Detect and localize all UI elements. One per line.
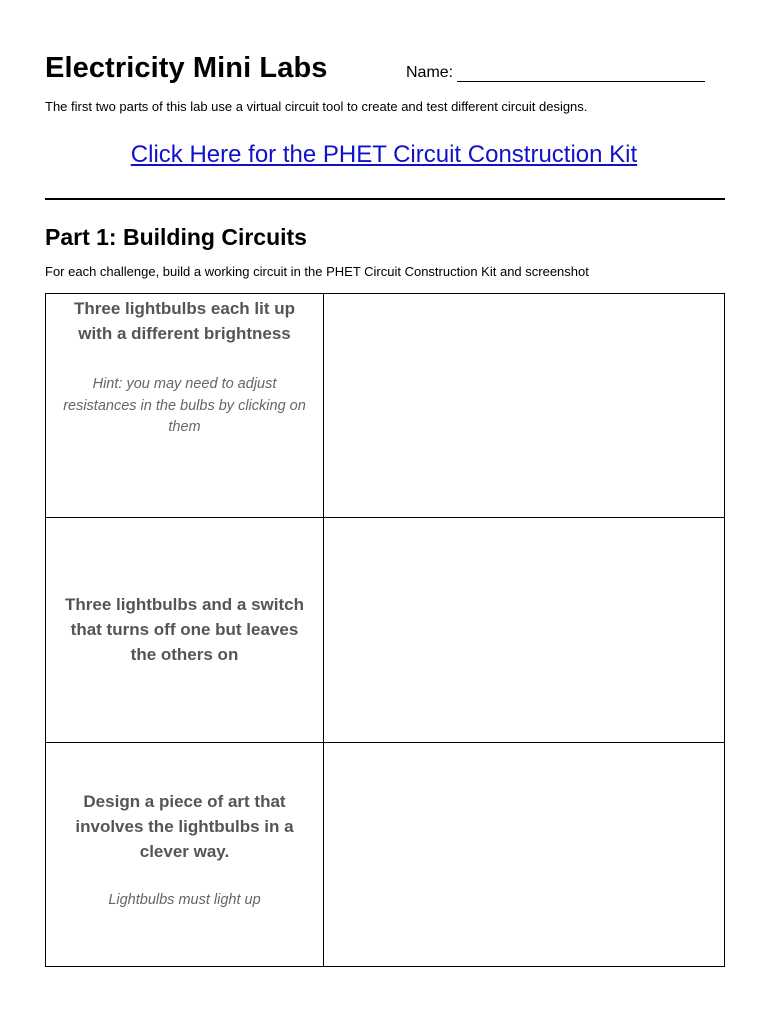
challenge-prompt: Design a piece of art that involves the lightbulbs in a clever way. [75, 792, 294, 862]
name-blank-line[interactable] [457, 67, 705, 82]
challenge-hint: Hint: you may need to adjust resistances in the bulbs by clicking on them [63, 376, 306, 436]
challenge-hint: Lightbulbs must light up [108, 892, 261, 909]
challenge-prompt-cell [46, 742, 324, 966]
page-title: Electricity Mini Labs [45, 52, 328, 84]
name-label: Name: [406, 64, 454, 81]
screenshot-area[interactable] [324, 294, 725, 518]
intro-text: The first two parts of this lab use a virtual circuit tool to create and test different circuit designs. [45, 99, 588, 114]
screenshot-area[interactable] [324, 518, 725, 742]
challenge-row [46, 294, 725, 518]
challenge-prompt-cell [46, 518, 324, 742]
section-instructions: For each challenge, build a working circuit in the PHET Circuit Construction Kit and screenshot [45, 264, 589, 279]
name-field[interactable] [406, 64, 705, 82]
challenge-row [46, 518, 725, 742]
challenge-prompt-cell [46, 294, 324, 518]
challenge-prompt: Three lightbulbs and a switch that turns off one but leaves the others on [65, 595, 304, 665]
challenge-row [46, 742, 725, 966]
challenge-table [45, 293, 725, 967]
screenshot-area[interactable] [324, 742, 725, 966]
challenge-prompt: Three lightbulbs each lit up with a different brightness [73, 299, 296, 344]
section-heading: Part 1: Building Circuits [45, 224, 307, 250]
phet-link[interactable]: Click Here for the PHET Circuit Construction Kit [130, 141, 638, 168]
divider [45, 198, 725, 200]
